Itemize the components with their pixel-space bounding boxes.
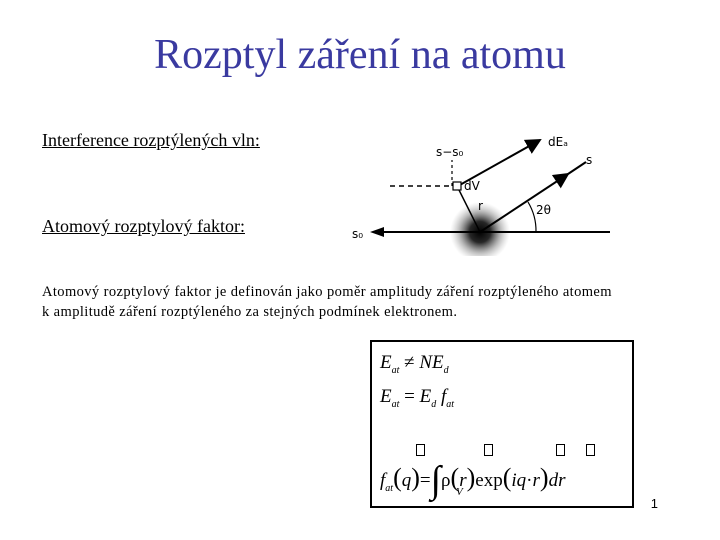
scattered-direction-line <box>480 174 568 232</box>
formula-line-3: $f_{at}(q)=\int\rho(r)\exp(iq\cdot r)dr$ <box>380 459 566 501</box>
heading-scattering-factor: Atomový rozptylový faktor: <box>42 216 245 236</box>
heading-interference: Interference rozptýlených vln: <box>42 130 260 150</box>
vector-marker-r2 <box>586 444 595 456</box>
paragraph-line-1: Atomový rozptylový faktor je definován jako poměr amplitudy záření rozptýleného atomem <box>42 284 612 300</box>
formula-box <box>370 340 634 508</box>
dV-volume-element <box>453 182 461 190</box>
label-s-minus-s0: s−s₀ <box>436 145 464 159</box>
s-direction-line <box>568 162 586 174</box>
definition-paragraph <box>42 282 662 322</box>
scattering-diagram <box>340 126 620 256</box>
s0-arrow <box>370 227 384 237</box>
angle-arc <box>528 202 536 232</box>
vector-marker-r <box>484 444 493 456</box>
formula-line-2: $E_{at} = E_d$ $f_{at}$ <box>380 386 455 410</box>
paragraph-line-2: k amplitudě záření rozptýleného za stejných podmínek elektronem. <box>42 304 458 320</box>
label-s: s <box>586 153 593 167</box>
label-r: r <box>478 199 483 213</box>
label-s0: s₀ <box>352 227 364 241</box>
slide-title: Rozptyl záření na atomu <box>154 32 566 78</box>
label-2theta: 2θ <box>536 203 551 217</box>
label-dV: dV <box>464 179 480 193</box>
integral-domain: V <box>456 486 463 498</box>
page-number: 1 <box>650 496 658 511</box>
vector-marker-q <box>416 444 425 456</box>
vector-marker-q2 <box>556 444 565 456</box>
formula-line-1: $E_{at} \ne NE_d$ <box>380 352 449 376</box>
label-dEa: dEₐ <box>548 135 568 149</box>
